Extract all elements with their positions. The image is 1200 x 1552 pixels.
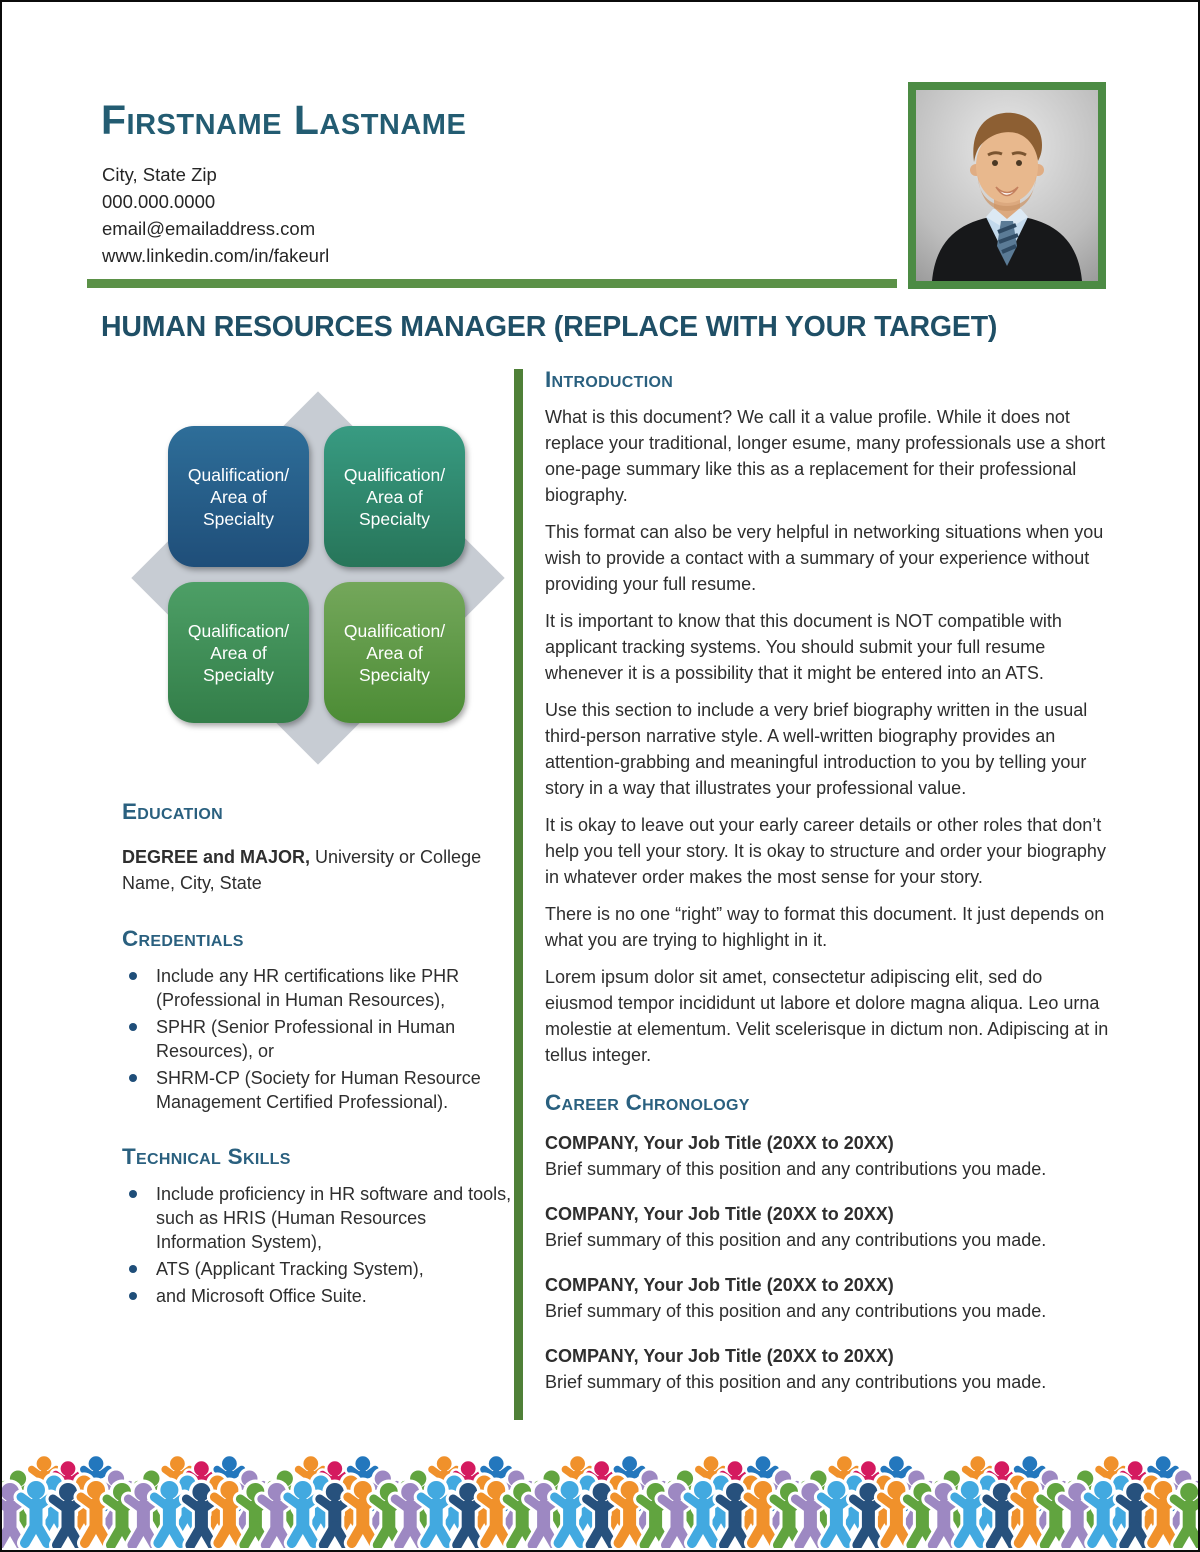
intro-paragraph: It is important to know that this document is NOT compatible with applicant tracking systems. You should submit your full resume whenever it is a possibility that it might be entered into an ATS. xyxy=(545,611,1062,683)
degree-major: DEGREE and MAJOR, xyxy=(122,847,311,867)
list-item-text: Include proficiency in HR software and tools, such as HRIS (Human Resources Information System), xyxy=(156,1184,512,1252)
bullet-icon xyxy=(129,1023,137,1031)
community-people-icons xyxy=(2,1452,1198,1548)
person-name: Firstname Lastname xyxy=(101,97,467,143)
job-summary: Brief summary of this position and any contributions you made. xyxy=(545,1301,1047,1321)
quadrant-grid xyxy=(168,426,465,723)
intro-paragraph: This format can also be very helpful in networking situations when you wish to provide a contact with a summary of your experience without providing your full resume. xyxy=(545,522,1104,594)
list-item xyxy=(122,1182,514,1254)
job-title: COMPANY, Your Job Title (20XX to 20XX) xyxy=(545,1346,894,1366)
credentials-heading: Credentials xyxy=(122,926,244,951)
technical-skills-list xyxy=(122,1182,514,1308)
list-item xyxy=(122,1015,514,1063)
job-entry xyxy=(545,1130,1113,1182)
education-heading: Education xyxy=(122,799,223,824)
intro-paragraph: It is okay to leave out your early career details or other roles that don’t help you tell your story. It is okay to structure and order your biography in whatever order makes the most sense for your story. xyxy=(545,815,1106,887)
introduction-paragraphs xyxy=(545,404,1113,1068)
right-column xyxy=(545,367,1113,1414)
contact-line: 000.000.0000 xyxy=(102,191,216,212)
qualification-label: Qualification/ Area of Specialty xyxy=(187,464,290,529)
intro-paragraph: There is no one “right” way to format this document. It just depends on what you are trying to highlight in it. xyxy=(545,904,1105,950)
qualification-box xyxy=(168,582,309,723)
list-item-text: ATS (Applicant Tracking System), xyxy=(156,1259,424,1279)
qualification-label: Qualification/ Area of Specialty xyxy=(343,464,446,529)
target-job-title: HUMAN RESOURCES MANAGER (REPLACE WITH YOUR TARGET) xyxy=(101,311,998,343)
bullet-icon xyxy=(129,1190,137,1198)
job-title: COMPANY, Your Job Title (20XX to 20XX) xyxy=(545,1275,894,1295)
contact-block xyxy=(102,161,329,269)
list-item-text: Include any HR certifications like PHR (Professional in Human Resources), xyxy=(156,966,460,1010)
profile-photo xyxy=(908,82,1106,289)
intro-paragraph: What is this document? We call it a value profile. While it does not replace your traditional, longer esume, many professionals use a short one-page summary like this as a replacement for their professional biography. xyxy=(545,407,1106,505)
qualification-box xyxy=(168,426,309,567)
bullet-icon xyxy=(129,1292,137,1300)
list-item xyxy=(122,1257,514,1281)
list-item-text: SPHR (Senior Professional in Human Resources), or xyxy=(156,1017,456,1061)
intro-paragraph: Lorem ipsum dolor sit amet, consectetur adipiscing elit, sed do eiusmod tempor incididunt ut labore et dolore magna aliqua. Leo urna molestie at elementum. Velit scelerisque in dictum non. Adipiscing at in tellus integer. xyxy=(545,967,1109,1065)
education-entry xyxy=(122,844,488,896)
job-entries xyxy=(545,1130,1113,1395)
job-summary: Brief summary of this position and any contributions you made. xyxy=(545,1230,1047,1250)
bullet-icon xyxy=(129,1074,137,1082)
contact-line: email@emailaddress.com xyxy=(102,218,316,239)
left-column xyxy=(122,374,514,1311)
contact-line: City, State Zip xyxy=(102,164,217,185)
introduction-heading: Introduction xyxy=(545,367,674,392)
bullet-icon xyxy=(129,1265,137,1273)
job-title: COMPANY, Your Job Title (20XX to 20XX) xyxy=(545,1133,894,1153)
column-divider xyxy=(514,369,523,1420)
job-entry xyxy=(545,1343,1113,1395)
job-summary: Brief summary of this position and any contributions you made. xyxy=(545,1372,1047,1392)
qualification-label: Qualification/ Area of Specialty xyxy=(187,620,290,685)
job-entry xyxy=(545,1272,1113,1324)
contact-line: www.linkedin.com/in/fakeurl xyxy=(102,245,330,266)
list-item-text: and Microsoft Office Suite. xyxy=(156,1286,367,1306)
bullet-icon xyxy=(129,972,137,980)
list-item-text: SHRM-CP (Society for Human Resource Management Certified Professional). xyxy=(156,1068,481,1112)
headshot-illustration xyxy=(916,90,1098,281)
qualification-label: Qualification/ Area of Specialty xyxy=(343,620,446,685)
job-summary: Brief summary of this position and any contributions you made. xyxy=(545,1159,1047,1179)
qualifications-diagram xyxy=(122,374,514,799)
list-item xyxy=(122,1284,514,1308)
credentials-list xyxy=(122,964,514,1114)
list-item xyxy=(122,1066,514,1114)
school-details: University or College Name, City, State xyxy=(122,847,482,893)
header-rule xyxy=(87,279,897,288)
list-item xyxy=(122,964,514,1012)
career-chronology-heading: Career Chronology xyxy=(545,1090,750,1115)
technical-skills-heading: Technical Skills xyxy=(122,1144,291,1169)
people-border xyxy=(2,1452,1198,1548)
intro-paragraph: Use this section to include a very brief biography written in the usual third-person narrative style. A well-written biography provides an attention-grabbing and meaningful introduction to you by telling your story in a way that illustrates your professional value. xyxy=(545,700,1088,798)
job-title: COMPANY, Your Job Title (20XX to 20XX) xyxy=(545,1204,894,1224)
qualification-box xyxy=(324,426,465,567)
qualification-box xyxy=(324,582,465,723)
job-entry xyxy=(545,1201,1113,1253)
